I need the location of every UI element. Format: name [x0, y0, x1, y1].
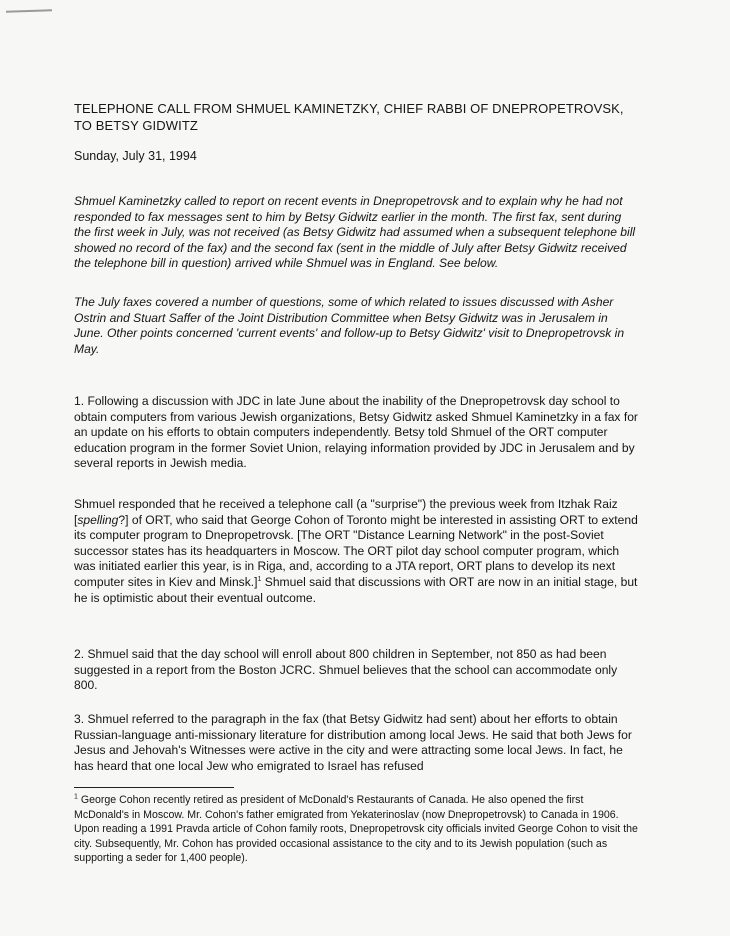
document-heading: TELEPHONE CALL FROM SHMUEL KAMINETZKY, CHIEF RABBI OF DNEPROPETROVSK, TO BETSY GIDWITZ: [74, 101, 624, 133]
footnote-reference: 1: [257, 575, 262, 583]
footnote-number: 1: [74, 793, 78, 801]
intro-paragraph-2: The July faxes covered a number of questions, some of which related to issues discussed with Asher Ostrin and Stuart Saffer of the Joint Distribution Committee when Betsy Gidwitz was in Jerusalem in June. Other points concerned 'current events' and follow-up to Betsy Gidwitz' visit to Dnepropetrovsk in May.: [74, 295, 625, 356]
scan-mark: [6, 9, 52, 13]
item-2-paragraph: 2. Shmuel said that the day school will enroll about 800 children in September, not 850 as had been suggested in a report from the Boston JCRC. Shmuel believes that the school can accommodate only 800.: [74, 647, 618, 693]
item-1-response-paragraph: [74, 497, 640, 606]
intro-paragraph-1: Shmuel Kaminetzky called to report on recent events in Dnepropetrovsk and to explain why he had not responded to fax messages sent to him by Betsy Gidwitz earlier in the month. The first fax, sent during the first week in July, was not received (as Betsy Gidwitz had assumed when a subsequent telephone bill showed no record of the fax) and the second fax (sent in the middle of July after Betsy Gidwitz received the telephone bill in question) arrived while Shmuel was in England. See below.: [74, 194, 636, 271]
document-date: Sunday, July 31, 1994: [74, 149, 197, 163]
response-text-part-2: ?] of ORT, who said that George Cohon of Toronto might be interested in assisting ORT to extend its computer program to Dnepropetrovsk. [The ORT "Distance Learning Network" in the post-Soviet successor states has its headquarters in Moscow. The ORT pilot day school computer program, which was initiated earlier this year, is in Riga, and, according to a JTA report, ORT plans to develop its next computer sites in Kiev and Minsk.]: [74, 512, 638, 589]
response-text-part-3: Shmuel said that discussions with ORT are now in an initial stage, but he is optimistic about their eventual outcome.: [74, 574, 638, 605]
item-3-paragraph: 3. Shmuel referred to the paragraph in the fax (that Betsy Gidwitz had sent) about her efforts to obtain Russian-language anti-missionary literature for distribution among local Jews. He said that both Jews for Jesus and Jehovah's Witnesses were active in the city and were attracting some local Jews. In fact, he has heard that one local Jew who emigrated to Israel has refused: [74, 712, 632, 773]
spelling-note: spelling: [77, 512, 119, 527]
footnote: [74, 793, 640, 866]
item-1-paragraph: 1. Following a discussion with JDC in late June about the inability of the Dnepropetrovsk day school to obtain computers from various Jewish organizations, Betsy Gidwitz asked Shmuel Kaminetzky in a fax for an update on his efforts to obtain computers independently. Betsy told Shmuel of the ORT computer education program in the former Soviet Union, relaying information provided by JDC in Jerusalem and by several reports in Jewish media.: [74, 394, 638, 471]
footnote-text: George Cohon recently retired as president of McDonald's Restaurants of Canada. He also opened the first McDonald's in Moscow. Mr. Cohon's father emigrated from Yekaterinoslav (now Dnepropetrovsk) to Canada in 1906. Upon reading a 1991 Pravda article of Cohon family roots, Dnepropetrovsk city officials invited George Cohon to visit the city. Subsequently, Mr. Cohon has provided occasional assistance to the city and to its Jewish population (such as supporting a seder for 1,400 people).: [74, 794, 638, 864]
footnote-divider: [74, 787, 234, 788]
response-text-part-1: Shmuel responded that he received a telephone call (a "surprise") the previous week from Itzhak Raiz [: [74, 497, 618, 527]
